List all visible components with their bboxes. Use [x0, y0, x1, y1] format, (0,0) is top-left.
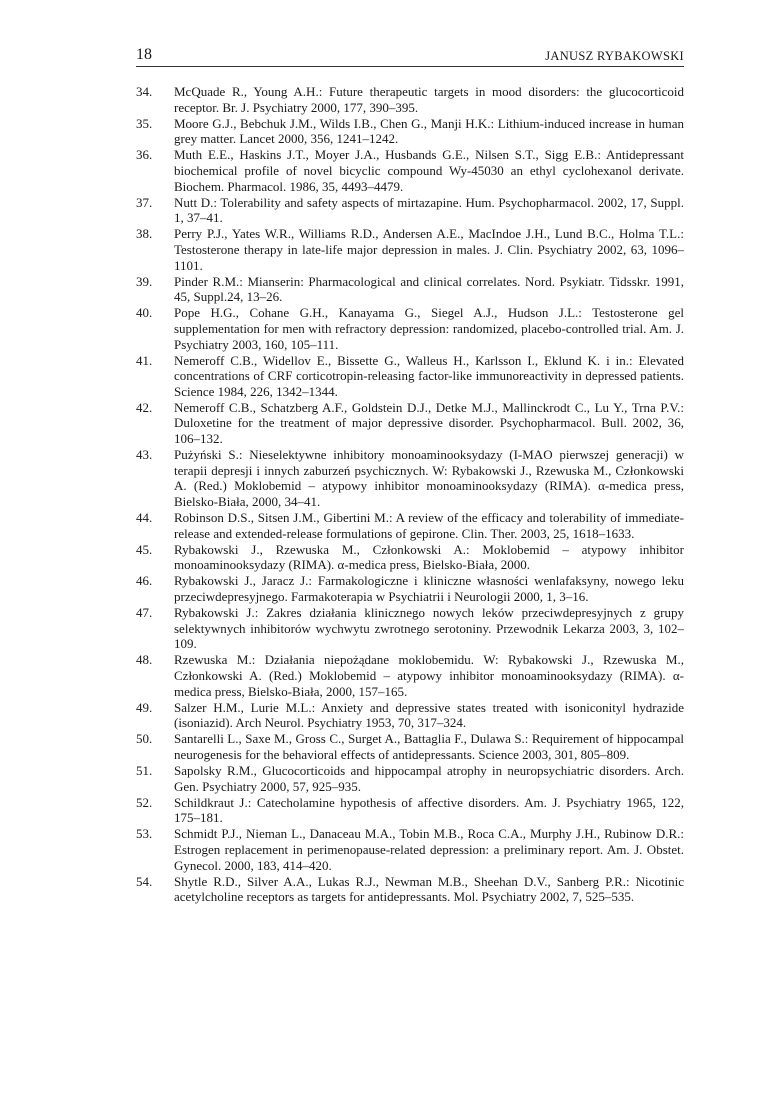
- reference-number: 45.: [136, 541, 153, 557]
- running-head: JANUSZ RYBAKOWSKI: [545, 49, 684, 63]
- reference-item: [136, 84, 684, 115]
- reference-text: Rybakowski J.: Zakres działania klinicznego nowych leków przeciwdepresyjnych z grupy selektywnych inhibitorów wychwytu zwrotnego serotoniny. Przewodnik Lekarza 2003, 3, 102–109.: [174, 605, 684, 652]
- reference-item: [136, 795, 684, 826]
- reference-item: [136, 305, 684, 352]
- reference-text: Rybakowski J., Jaracz J.: Farmakologiczne i kliniczne własności wenlafaksyny, nowego leku przeciwdepresyjnego. Farmakoterapia w Psychiatrii i Neurologii 2000, 1, 3–16.: [174, 573, 684, 604]
- reference-number: 48.: [136, 652, 153, 668]
- page-number: 18: [136, 46, 152, 63]
- page-header: [136, 46, 684, 67]
- reference-text: Nemeroff C.B., Widellov E., Bissette G., Walleus H., Karlsson I., Eklund K. i in.: Elevated concentrations of CRF corticotropin-releasing factor-like immunoreactivity in depressed patients. Science 1984, 226, 1342–1344.: [174, 352, 684, 399]
- reference-number: 53.: [136, 826, 153, 842]
- reference-item: [136, 652, 684, 699]
- reference-number: 50.: [136, 731, 153, 747]
- reference-number: 43.: [136, 447, 153, 463]
- reference-number: 41.: [136, 352, 153, 368]
- reference-text: Schmidt P.J., Nieman L., Danaceau M.A., Tobin M.B., Roca C.A., Murphy J.H., Rubinow D.R.: Estrogen replacement in perimenopause-related depression: a preliminary report. Am. J. Obstet. Gynecol. 2000, 183, 414–420.: [174, 826, 684, 873]
- reference-item: [136, 447, 684, 509]
- reference-number: 52.: [136, 794, 153, 810]
- reference-text: Robinson D.S., Sitsen J.M., Gibertini M.: A review of the efficacy and tolerability of immediate-release and extended-release formulations of gepirone. Clin. Ther. 2003, 25, 1618–1633.: [174, 510, 684, 541]
- reference-item: [136, 542, 684, 573]
- reference-text: Santarelli L., Saxe M., Gross C., Surget A., Battaglia F., Dulawa S.: Requirement of hippocampal neurogenesis for the behavioral effects of antidepressants. Science 2003, 301, 805–809.: [174, 731, 684, 762]
- reference-text: Pinder R.M.: Mianserin: Pharmacological and clinical correlates. Nord. Psykiatr. Tidsskr. 1991, 45, Suppl.24, 13–26.: [174, 273, 684, 305]
- reference-item: [136, 147, 684, 194]
- reference-text: Schildkraut J.: Catecholamine hypothesis of affective disorders. Am. J. Psychiatry 1965, 122, 175–181.: [174, 794, 684, 826]
- reference-item: [136, 195, 684, 226]
- reference-item: [136, 874, 684, 905]
- reference-item: [136, 400, 684, 447]
- reference-item: [136, 826, 684, 873]
- reference-text: Muth E.E., Haskins J.T., Moyer J.A., Husbands G.E., Nilsen S.T., Sigg E.B.: Antidepressant biochemical profile of novel bicyclic compound Wy-45030 an ethyl cyclohexanol derivate. Biochem. Pharmacol. 1986, 35, 4493–4479.: [174, 147, 684, 194]
- reference-item: [136, 353, 684, 400]
- reference-number: 34.: [136, 84, 153, 99]
- reference-number: 42.: [136, 399, 153, 415]
- reference-item: [136, 731, 684, 762]
- reference-text: Salzer H.M., Lurie M.L.: Anxiety and depressive states treated with isoniconityl hydrazide (isoniazid). Arch Neurol. Psychiatry 1953, 70, 317–324.: [174, 699, 684, 731]
- reference-number: 47.: [136, 605, 153, 621]
- reference-number: 38.: [136, 226, 153, 242]
- reference-text: Nemeroff C.B., Schatzberg A.F., Goldstein D.J., Detke M.J., Mallinckrodt C., Lu Y., Trna P.V.: Duloxetine for the treatment of major depressive disorder. Psychopharmacol. Bull. 2002, 36, 106–132.: [174, 399, 684, 447]
- reference-list: [136, 84, 684, 905]
- reference-number: 46.: [136, 573, 153, 589]
- reference-text: Sapolsky R.M., Glucocorticoids and hippocampal atrophy in neuropsychiatric disorders. Arch. Gen. Psychiatry 2000, 57, 925–935.: [174, 763, 684, 794]
- reference-text: Rzewuska M.: Działania niepożądane moklobemidu. W: Rybakowski J., Rzewuska M., Członkowski A. (Red.) Moklobemid – atypowy inhibitor monoaminooksydazy (RIMA). α-medica press, Bielsko-Biała, 2000, 157–165.: [174, 652, 684, 699]
- reference-item: [136, 700, 684, 731]
- reference-number: 49.: [136, 699, 153, 715]
- reference-text: Nutt D.: Tolerability and safety aspects of mirtazapine. Hum. Psychopharmacol. 2002, 17, Suppl. 1, 37–41.: [174, 194, 684, 226]
- reference-number: 35.: [136, 115, 153, 131]
- reference-item: [136, 605, 684, 652]
- reference-number: 44.: [136, 510, 153, 526]
- reference-text: McQuade R., Young A.H.: Future therapeutic targets in mood disorders: the glucocorticoid receptor. Br. J. Psychiatry 2000, 177, 390–395.: [174, 84, 684, 115]
- reference-number: 54.: [136, 873, 153, 889]
- reference-number: 39.: [136, 273, 153, 289]
- reference-number: 37.: [136, 194, 153, 210]
- reference-item: [136, 510, 684, 541]
- reference-text: Pużyński S.: Nieselektywne inhibitory monoaminooksydazy (I-MAO pierwszej generacji) w terapii depresji i innych zaburzeń psychicznych. W: Rybakowski J., Rzewuska M., Członkowski A. (Red.) Moklobemid – atypowy inhibitor monoaminooksydazy (RIMA). α-medica press, Bielsko-Biała, 2000, 34–41.: [174, 447, 684, 509]
- reference-item: [136, 763, 684, 794]
- reference-number: 36.: [136, 147, 153, 163]
- reference-text: Perry P.J., Yates W.R., Williams R.D., Andersen A.E., MacIndoe J.H., Lund B.C., Holma T.L.: Testosterone therapy in late-life major depression in males. J. Clin. Psychiatry 2002, 63, 1096–1101.: [174, 226, 684, 273]
- reference-number: 40.: [136, 305, 153, 321]
- reference-text: Moore G.J., Bebchuk J.M., Wilds I.B., Chen G., Manji H.K.: Lithium-induced increase in human grey matter. Lancet 2000, 356, 1241–1242.: [174, 115, 684, 147]
- reference-number: 51.: [136, 763, 153, 779]
- reference-text: Shytle R.D., Silver A.A., Lukas R.J., Newman M.B., Sheehan D.V., Sanberg P.R.: Nicotinic acetylcholine receptors as targets for antidepressants. Mol. Psychiatry 2002, 7, 525–535.: [174, 873, 684, 905]
- reference-text: Pope H.G., Cohane G.H., Kanayama G., Siegel A.J., Hudson J.L.: Testosterone gel supplementation for men with refractory depression: randomized, placebo-controlled trial. Am. J. Psychiatry 2003, 160, 105–111.: [174, 305, 684, 352]
- reference-item: [136, 226, 684, 273]
- reference-item: [136, 274, 684, 305]
- reference-text: Rybakowski J., Rzewuska M., Członkowski A.: Moklobemid – atypowy inhibitor monoaminooksydazy (RIMA). α-medica press, Bielsko-Biała, 2000.: [174, 541, 684, 573]
- reference-item: [136, 116, 684, 147]
- reference-item: [136, 573, 684, 604]
